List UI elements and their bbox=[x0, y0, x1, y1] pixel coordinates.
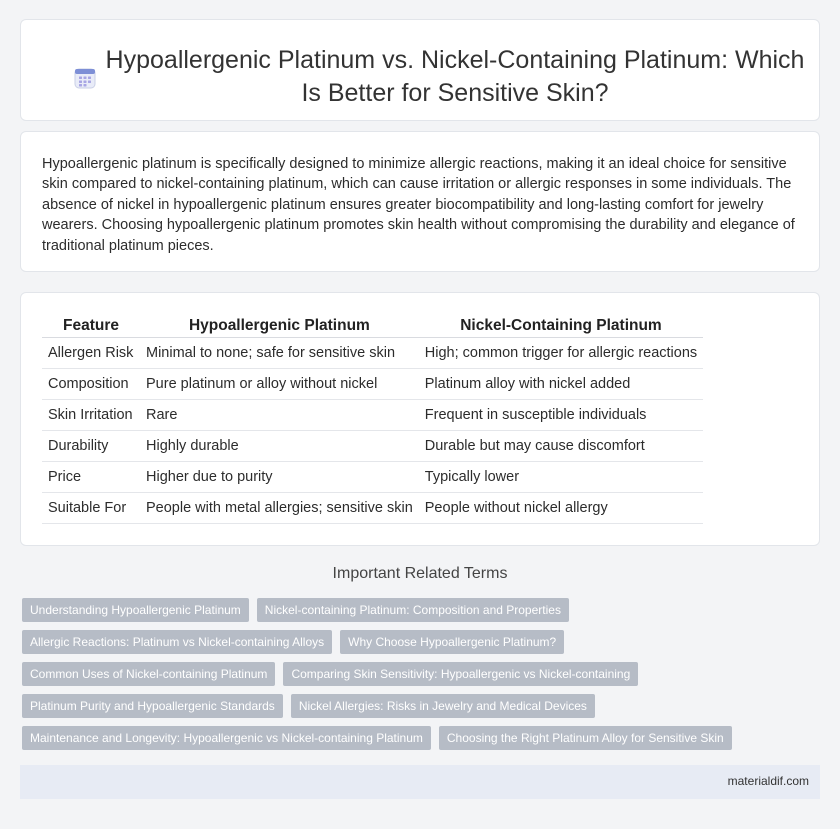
site-name: materialdif.com bbox=[727, 774, 809, 788]
related-term-link[interactable]: Allergic Reactions: Platinum vs Nickel-containing Alloys bbox=[22, 630, 332, 654]
intro-card bbox=[20, 131, 820, 272]
table-cell: Skin Irritation bbox=[42, 399, 140, 430]
table-cell: Rare bbox=[140, 399, 419, 430]
column-header-hypoallergenic: Hypoallergenic Platinum bbox=[140, 315, 419, 337]
page-title: Hypoallergenic Platinum vs. Nickel-Containing Platinum: Which Is Better for Sensitive Skin? bbox=[105, 46, 805, 107]
column-header-feature: Feature bbox=[42, 315, 140, 337]
table-cell: Platinum alloy with nickel added bbox=[419, 368, 703, 399]
comparison-table-card bbox=[20, 292, 820, 546]
related-term-link[interactable]: Choosing the Right Platinum Alloy for Sensitive Skin bbox=[439, 726, 732, 750]
table-cell: Suitable For bbox=[42, 492, 140, 523]
table-row bbox=[42, 461, 703, 492]
table-cell: Durability bbox=[42, 430, 140, 461]
related-terms-list bbox=[22, 598, 812, 758]
table-row bbox=[42, 492, 703, 523]
related-term-link[interactable]: Comparing Skin Sensitivity: Hypoallergenic vs Nickel-containing bbox=[283, 662, 638, 686]
table-cell: Typically lower bbox=[419, 461, 703, 492]
table-row bbox=[42, 399, 703, 430]
table-cell: High; common trigger for allergic reactions bbox=[419, 337, 703, 368]
table-cell: Price bbox=[42, 461, 140, 492]
related-term-link[interactable]: Nickel-containing Platinum: Composition and Properties bbox=[257, 598, 569, 622]
table-cell: Durable but may cause discomfort bbox=[419, 430, 703, 461]
footer-bar bbox=[20, 765, 820, 799]
table-cell: Pure platinum or alloy without nickel bbox=[140, 368, 419, 399]
related-term-link[interactable]: Nickel Allergies: Risks in Jewelry and Medical Devices bbox=[291, 694, 595, 718]
table-cell: Minimal to none; safe for sensitive skin bbox=[140, 337, 419, 368]
table-cell: Higher due to purity bbox=[140, 461, 419, 492]
related-term-link[interactable]: Maintenance and Longevity: Hypoallergenic vs Nickel-containing Platinum bbox=[22, 726, 431, 750]
table-cell: People without nickel allergy bbox=[419, 492, 703, 523]
related-term-link[interactable]: Platinum Purity and Hypoallergenic Standards bbox=[22, 694, 283, 718]
column-header-nickel: Nickel-Containing Platinum bbox=[419, 315, 703, 337]
title-card bbox=[20, 19, 820, 121]
comparison-table bbox=[42, 315, 703, 524]
table-row bbox=[42, 368, 703, 399]
table-header-row bbox=[42, 315, 703, 337]
intro-paragraph: Hypoallergenic platinum is specifically designed to minimize allergic reactions, making it an ideal choice for sensitive skin compared to nickel-containing platinum, which can cause irritation or allergic responses in some individuals. The absence of nickel in hypoallergenic platinum ensures greater biocompatibility and long-lasting comfort for jewelry wearers. Choosing hypoallergenic platinum promotes skin health without compromising the durability and elegance of traditional platinum pieces. bbox=[42, 156, 795, 254]
table-cell: Frequent in susceptible individuals bbox=[419, 399, 703, 430]
table-row bbox=[42, 430, 703, 461]
table-row bbox=[42, 337, 703, 368]
calendar-icon bbox=[74, 67, 96, 89]
table-cell: Allergen Risk bbox=[42, 337, 140, 368]
related-term-link[interactable]: Common Uses of Nickel-containing Platinum bbox=[22, 662, 275, 686]
related-term-link[interactable]: Why Choose Hypoallergenic Platinum? bbox=[340, 630, 564, 654]
related-terms-heading: Important Related Terms bbox=[332, 565, 508, 582]
table-cell: Composition bbox=[42, 368, 140, 399]
related-term-link[interactable]: Understanding Hypoallergenic Platinum bbox=[22, 598, 249, 622]
table-cell: Highly durable bbox=[140, 430, 419, 461]
table-cell: People with metal allergies; sensitive skin bbox=[140, 492, 419, 523]
